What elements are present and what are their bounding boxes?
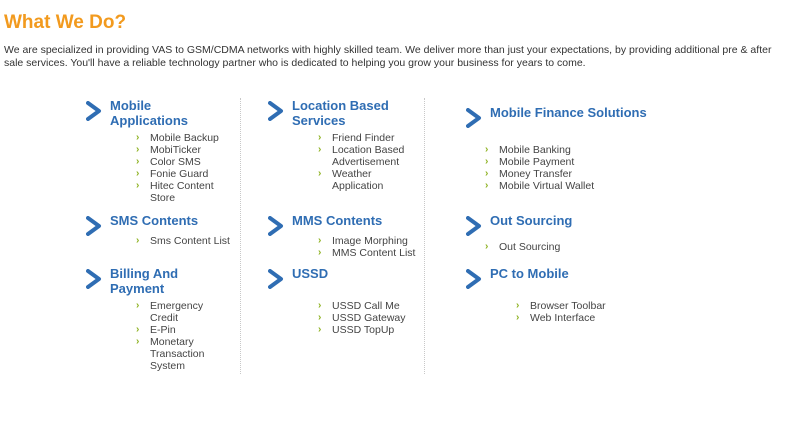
service-list — [136, 300, 228, 372]
service-section — [268, 98, 412, 128]
list-item-label: Weather Application — [332, 168, 384, 192]
service-list — [136, 235, 236, 247]
list-item[interactable] — [318, 235, 428, 247]
small-chevron-icon: › — [318, 312, 322, 323]
section-heading[interactable]: Billing And Payment — [110, 266, 179, 296]
list-item[interactable] — [485, 144, 635, 156]
small-chevron-icon: › — [516, 300, 520, 311]
service-section — [466, 213, 690, 233]
small-chevron-icon: › — [318, 168, 322, 179]
list-item-label: Web Interface — [530, 312, 596, 324]
list-item-label: Color SMS — [150, 156, 201, 168]
list-item[interactable] — [485, 156, 635, 168]
list-item[interactable] — [136, 324, 228, 336]
service-section — [86, 266, 220, 296]
small-chevron-icon: › — [318, 300, 322, 311]
list-item[interactable] — [136, 180, 228, 204]
list-item[interactable] — [318, 144, 418, 168]
column-divider — [240, 98, 241, 374]
section-heading[interactable]: Mobile Applications — [110, 98, 189, 128]
list-item[interactable] — [485, 241, 635, 253]
list-item-label: Image Morphing — [332, 235, 408, 247]
list-item-label: USSD Gateway — [332, 312, 406, 324]
small-chevron-icon: › — [318, 324, 322, 335]
list-item[interactable] — [516, 312, 636, 324]
list-item-label: Monetary Transaction System — [150, 336, 205, 372]
section-heading[interactable]: USSD — [292, 266, 329, 281]
small-chevron-icon: › — [136, 180, 140, 191]
service-section — [466, 266, 690, 286]
small-chevron-icon: › — [136, 336, 140, 347]
section-heading[interactable]: PC to Mobile — [490, 266, 569, 281]
list-item[interactable] — [485, 180, 635, 192]
chevron-right-icon — [268, 101, 284, 121]
service-list — [516, 300, 636, 324]
list-item[interactable] — [516, 300, 636, 312]
service-section — [466, 105, 690, 125]
small-chevron-icon: › — [485, 144, 489, 155]
list-item-label: Friend Finder — [332, 132, 395, 144]
list-item-label: MobiTicker — [150, 144, 201, 156]
service-section — [86, 98, 220, 128]
list-item[interactable] — [318, 300, 428, 312]
service-section — [268, 213, 432, 233]
list-item-label: Mobile Backup — [150, 132, 219, 144]
service-list — [485, 144, 635, 192]
list-item[interactable] — [136, 144, 228, 156]
list-item-label: Out Sourcing — [499, 241, 561, 253]
service-section — [86, 213, 250, 233]
chevron-right-icon — [466, 216, 482, 236]
small-chevron-icon: › — [318, 235, 322, 246]
page-title: What We Do? — [4, 12, 127, 33]
chevron-right-icon — [268, 269, 284, 289]
list-item-label: MMS Content List — [332, 247, 416, 259]
list-item-label: USSD TopUp — [332, 324, 395, 336]
small-chevron-icon: › — [136, 324, 140, 335]
chevron-right-icon — [86, 269, 102, 289]
service-list — [318, 235, 428, 259]
chevron-right-icon — [86, 216, 102, 236]
list-item-label: E-Pin — [150, 324, 176, 336]
list-item[interactable] — [318, 312, 428, 324]
chevron-right-icon — [466, 108, 482, 128]
small-chevron-icon: › — [136, 156, 140, 167]
service-list — [485, 241, 635, 253]
service-section — [268, 266, 432, 286]
chevron-right-icon — [86, 101, 102, 121]
list-item-label: Browser Toolbar — [530, 300, 606, 312]
small-chevron-icon: › — [318, 144, 322, 155]
section-heading[interactable]: MMS Contents — [292, 213, 383, 228]
chevron-right-icon — [466, 269, 482, 289]
list-item-label: USSD Call Me — [332, 300, 400, 312]
small-chevron-icon: › — [318, 247, 322, 258]
list-item[interactable] — [136, 300, 228, 324]
section-heading[interactable]: SMS Contents — [110, 213, 199, 228]
small-chevron-icon: › — [485, 168, 489, 179]
small-chevron-icon: › — [136, 300, 140, 311]
small-chevron-icon: › — [136, 132, 140, 143]
list-item-label: Fonie Guard — [150, 168, 209, 180]
small-chevron-icon: › — [485, 241, 489, 252]
list-item-label: Mobile Virtual Wallet — [499, 180, 595, 192]
list-item[interactable] — [136, 132, 228, 144]
list-item-label: Money Transfer — [499, 168, 572, 180]
small-chevron-icon: › — [485, 156, 489, 167]
small-chevron-icon: › — [516, 312, 520, 323]
list-item-label: Sms Content List — [150, 235, 230, 247]
list-item-label: Emergency Credit — [150, 300, 204, 324]
list-item-label: Mobile Banking — [499, 144, 571, 156]
list-item[interactable] — [318, 132, 418, 144]
list-item-label: Location Based Advertisement — [332, 144, 405, 168]
service-list — [318, 132, 418, 192]
list-item[interactable] — [485, 168, 635, 180]
list-item[interactable] — [136, 235, 236, 247]
small-chevron-icon: › — [136, 144, 140, 155]
small-chevron-icon: › — [485, 180, 489, 191]
small-chevron-icon: › — [136, 235, 140, 246]
small-chevron-icon: › — [136, 168, 140, 179]
section-heading[interactable]: Out Sourcing — [490, 213, 573, 228]
list-item[interactable] — [318, 324, 428, 336]
section-heading[interactable]: Mobile Finance Solutions — [490, 105, 647, 120]
small-chevron-icon: › — [318, 132, 322, 143]
list-item[interactable] — [318, 247, 428, 259]
list-item[interactable] — [136, 168, 228, 180]
service-list — [136, 132, 228, 204]
list-item[interactable] — [136, 336, 228, 372]
list-item-label: Hitec Content Store — [150, 180, 214, 204]
list-item[interactable] — [136, 156, 228, 168]
list-item[interactable] — [318, 168, 418, 192]
chevron-right-icon — [268, 216, 284, 236]
list-item-label: Mobile Payment — [499, 156, 575, 168]
service-list — [318, 300, 428, 336]
intro-text: We are specialized in providing VAS to GSM/CDMA networks with highly skilled team. We deliver more than just your expectations, by providing additional pre & after sale services. You'll have a reliable technology partner who is dedicated to helping you grow your business for years to come. — [4, 44, 772, 69]
section-heading[interactable]: Location Based Services — [292, 98, 389, 128]
